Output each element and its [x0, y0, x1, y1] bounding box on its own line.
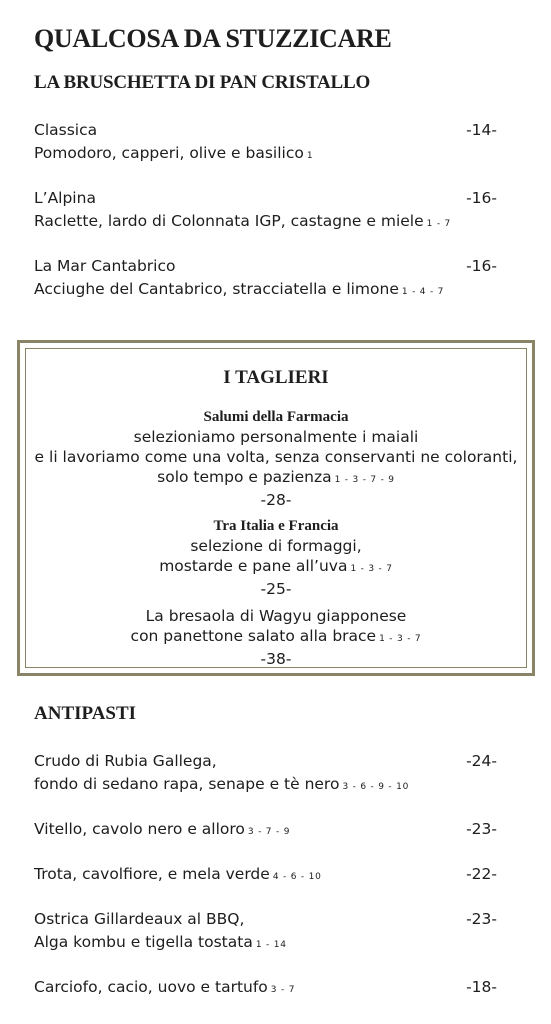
tagliere-line: selezioniamo personalmente i maiali: [133, 428, 419, 446]
tagliere-line: con panettone salato alla brace 1 - 3 - 7: [130, 627, 422, 645]
menu-item: [34, 818, 497, 844]
taglieri-box: [17, 340, 535, 676]
menu-item: [34, 750, 497, 799]
item-allergens: 1: [306, 151, 314, 161]
item-name: Trota, cavolfiore, e mela verde 4 - 6 - 10: [34, 865, 322, 883]
item-price: -18-: [466, 978, 497, 996]
item-price: -22-: [466, 865, 497, 883]
item-name: L’Alpina: [34, 189, 96, 207]
section-title-bruschetta: LA BRUSCHETTA DI PAN CRISTALLO: [34, 72, 371, 93]
item-price: -23-: [466, 820, 497, 838]
item-description: Acciughe del Cantabrico, stracciatella e limone 1 - 4 - 7: [34, 280, 445, 298]
tagliere-price: -38-: [260, 650, 292, 668]
item-price: -14-: [466, 121, 497, 139]
item-allergens: 4 - 6 - 10: [272, 872, 322, 882]
section-title-antipasti: ANTIPASTI: [34, 703, 137, 724]
item-name: Classica: [34, 121, 98, 139]
item-name: Ostrica Gillardeaux al BBQ,: [34, 910, 245, 928]
tagliere-allergens: 1 - 3 - 7: [350, 564, 393, 574]
item-allergens: 1 - 7: [426, 219, 452, 229]
item-price: -24-: [466, 752, 497, 770]
tagliere-name: Tra Italia e Francia: [213, 518, 339, 534]
item-allergens: 1 - 14: [255, 940, 287, 950]
item-description: fondo di sedano rapa, senape e tè nero 3 - 6 - 9 - 10: [34, 775, 410, 793]
taglieri-title: I TAGLIERI: [223, 367, 329, 388]
menu-item: [34, 976, 497, 1002]
tagliere-item: [26, 407, 526, 510]
menu-item: [34, 863, 497, 889]
tagliere-name: Salumi della Farmacia: [203, 409, 349, 425]
tagliere-item: [26, 606, 526, 669]
tagliere-line: e li lavoriamo come una volta, senza conservanti ne coloranti,: [34, 448, 518, 466]
item-allergens: 3 - 7 - 9: [247, 827, 291, 837]
tagliere-line: selezione di formaggi,: [190, 537, 362, 555]
tagliere-allergens: 1 - 3 - 7: [379, 634, 422, 644]
tagliere-allergens: 1 - 3 - 7 - 9: [334, 475, 395, 485]
tagliere-line: La bresaola di Wagyu giapponese: [145, 607, 407, 625]
item-price: -16-: [466, 189, 497, 207]
item-description: Alga kombu e tigella tostata 1 - 14: [34, 933, 287, 951]
item-price: -16-: [466, 257, 497, 275]
tagliere-price: -28-: [260, 491, 292, 509]
taglieri-inner-frame: [25, 348, 527, 668]
page-title: QUALCOSA DA STUZZICARE: [34, 24, 392, 53]
menu-item: [34, 119, 497, 168]
item-description: Pomodoro, capperi, olive e basilico 1: [34, 144, 314, 162]
item-price: -23-: [466, 910, 497, 928]
tagliere-line: mostarde e pane all’uva 1 - 3 - 7: [159, 557, 393, 575]
menu-item: [34, 187, 497, 236]
item-allergens: 3 - 6 - 9 - 10: [342, 782, 410, 792]
item-allergens: 3 - 7: [270, 985, 296, 995]
item-name: Crudo di Rubia Gallega,: [34, 752, 217, 770]
menu-item: [34, 255, 497, 304]
item-name: La Mar Cantabrico: [34, 257, 176, 275]
tagliere-line: solo tempo e pazienza 1 - 3 - 7 - 9: [157, 468, 395, 486]
tagliere-price: -25-: [260, 580, 292, 598]
item-allergens: 1 - 4 - 7: [401, 287, 445, 297]
item-name: Carciofo, cacio, uovo e tartufo 3 - 7: [34, 978, 296, 996]
tagliere-item: [26, 516, 526, 599]
item-name: Vitello, cavolo nero e alloro 3 - 7 - 9: [34, 820, 291, 838]
item-description: Raclette, lardo di Colonnata IGP, castagne e miele 1 - 7: [34, 212, 452, 230]
menu-item: [34, 908, 497, 957]
